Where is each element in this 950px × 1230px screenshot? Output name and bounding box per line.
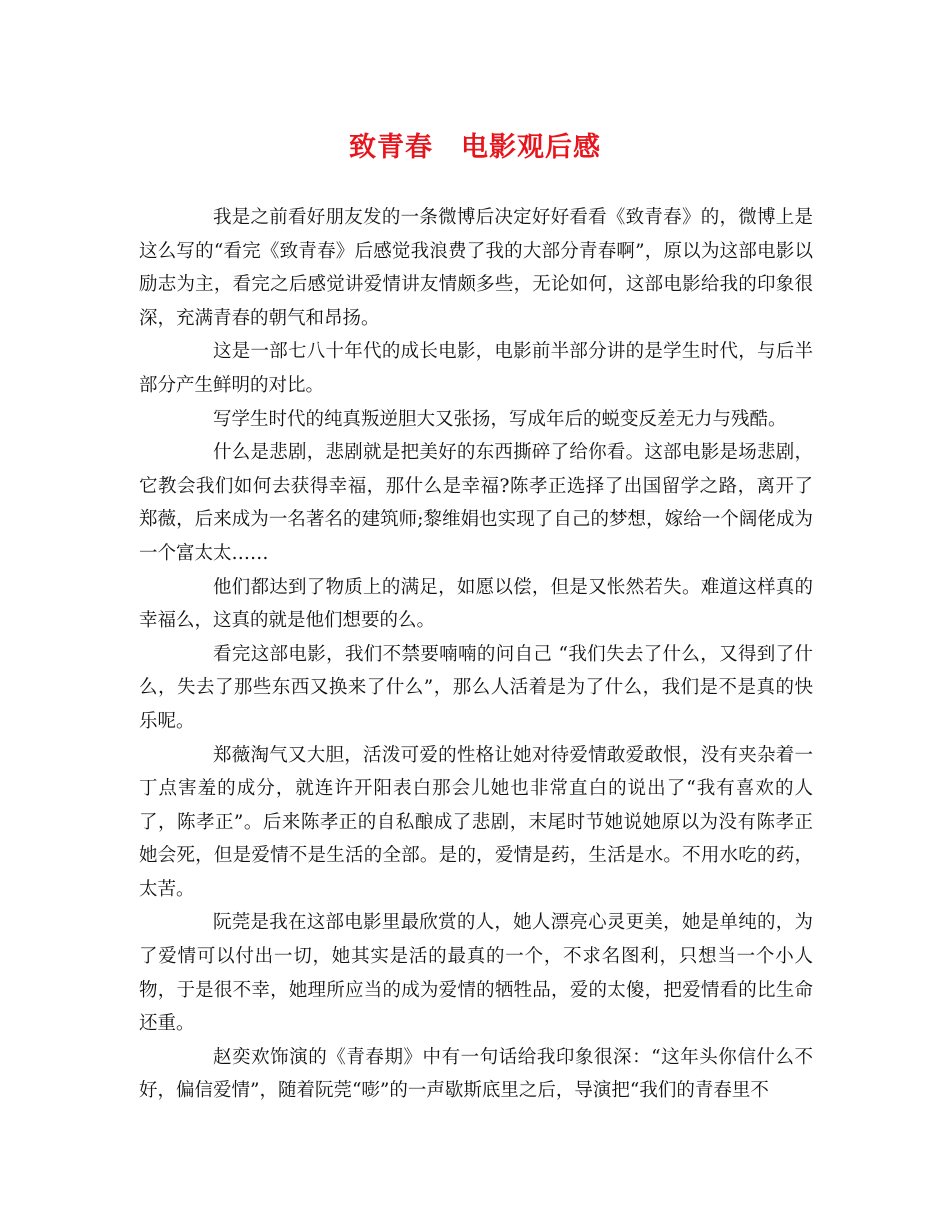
paragraph: 看完这部电影，我们不禁要喃喃的问自己 “我们失去了什么，又得到了什么，失去了那些东西又换来了什么”，那么人活着是为了什么，我们是不是真的快乐呢。 bbox=[139, 643, 813, 732]
paragraph: 这是一部七八十年代的成长电影，电影前半部分讲的是学生时代，与后半部分产生鲜明的对比。 bbox=[139, 341, 813, 396]
paragraph: 阮莞是我在这部电影里最欣赏的人，她人漂亮心灵更美，她是单纯的，为了爱情可以付出一切，她其实是活的最真的一个，不求名图利，只想当一个小人物，于是很不幸，她理所应当的成为爱情的牺牲品，爱的太傻，把爱情看的比生命还重。 bbox=[139, 912, 813, 1035]
paragraph: 郑薇淘气又大胆，活泼可爱的性格让她对待爱情敢爱敢恨，没有夹杂着一丁点害羞的成分，就连许开阳表白那会儿她也非常直白的说出了“我有喜欢的人了，陈孝正”。后来陈孝正的自私酿成了悲剧，末尾时节她说她原以为没有陈孝正她会死，但是爱情不是生活的全部。是的，爱情是药，生活是水。不用水吃的药，太苦。 bbox=[139, 744, 813, 900]
paragraph: 我是之前看好朋友发的一条微博后决定好好看看《致青春》的，微博上是这么写的“看完《致青春》后感觉我浪费了我的大部分青春啊”，原以为这部电影以励志为主，看完之后感觉讲爱情讲友情颇多些，无论如何，这部电影给我的印象很深，充满青春的朝气和昂扬。 bbox=[139, 207, 813, 329]
document-title: 致青春 电影观后感 bbox=[349, 132, 601, 163]
paragraph: 写学生时代的纯真叛逆胆大又张扬，写成年后的蜕变反差无力与残酷。 bbox=[213, 408, 787, 430]
paragraph: 什么是悲剧，悲剧就是把美好的东西撕碎了给你看。这部电影是场悲剧，它教会我们如何去获得幸福，那什么是幸福?陈孝正选择了出国留学之路，离开了郑薇，后来成为一名著名的建筑师;黎维娟也实现了自己的梦想，嫁给一个阔佬成为一个富太太…… bbox=[139, 442, 813, 564]
paragraph: 他们都达到了物质上的满足，如愿以偿，但是又怅然若失。难道这样真的幸福么，这真的就是他们想要的么。 bbox=[139, 576, 813, 632]
document-body bbox=[139, 201, 813, 1108]
paragraph: 赵奕欢饰演的《青春期》中有一句话给我印象很深：“这年头你信什么不好，偏信爱情”，随着阮莞“嘭”的一声歇斯底里之后，导演把“我们的青春里不 bbox=[139, 1046, 813, 1102]
